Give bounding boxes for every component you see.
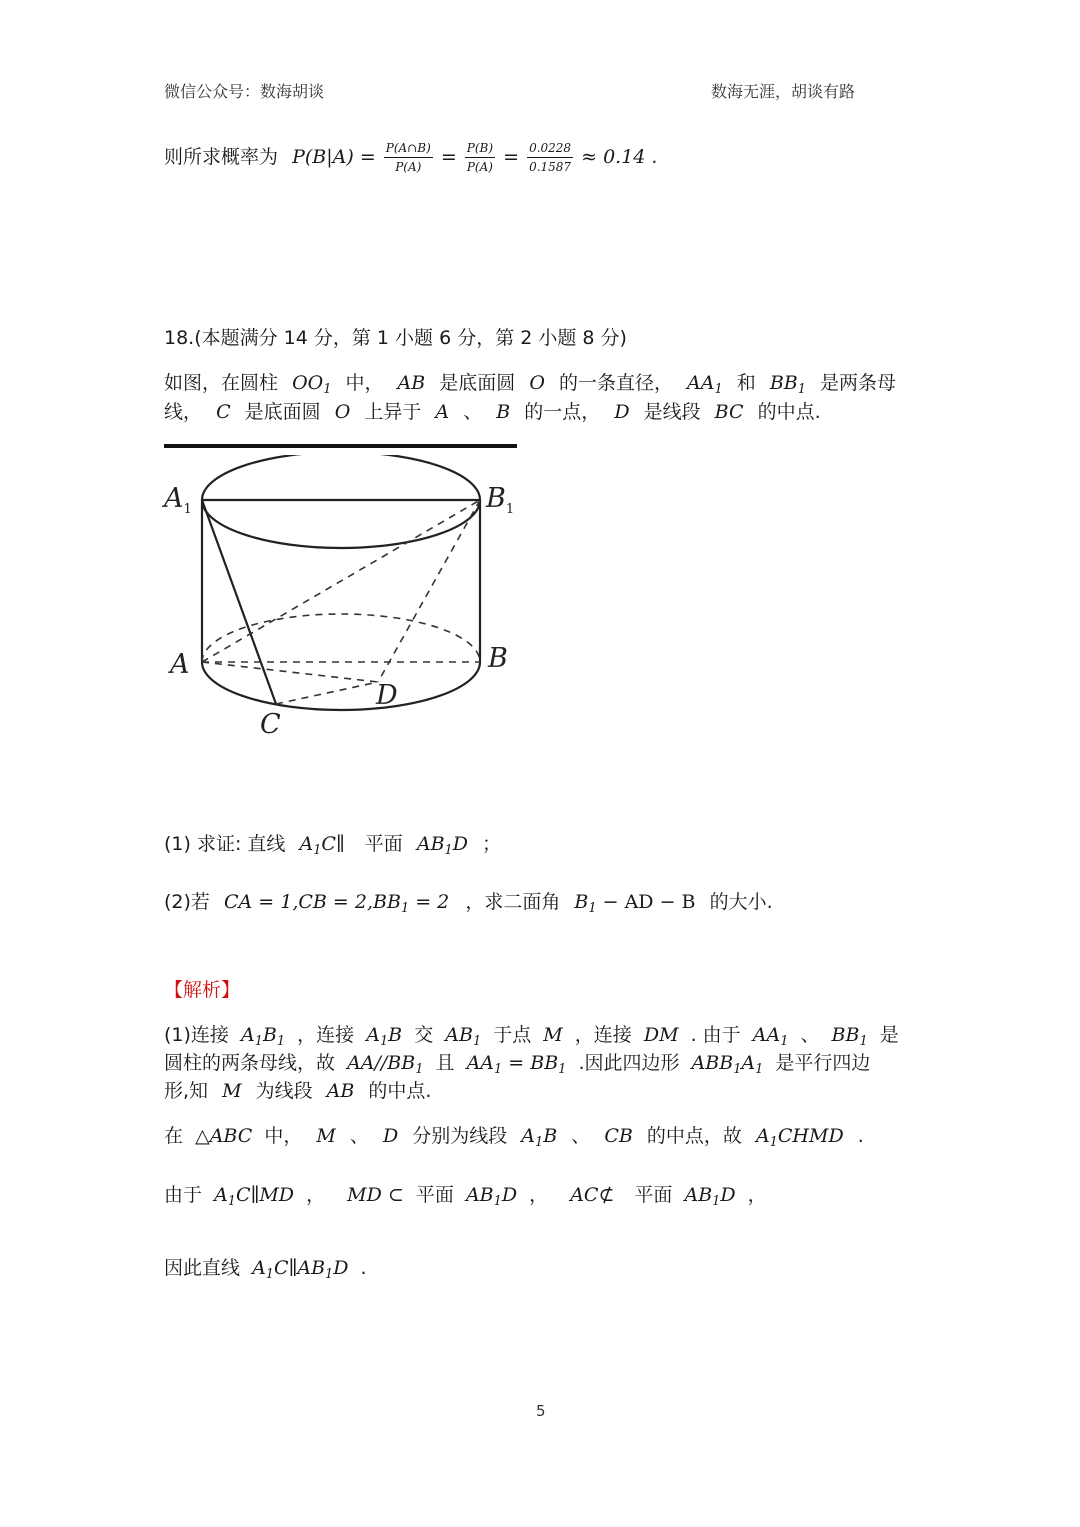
- segment-ad: [202, 662, 378, 682]
- segment-b1d: [378, 500, 480, 682]
- label-a1: $A_1$: [164, 483, 192, 517]
- question-title: 18.(本题满分 14 分，第 1 小题 6 分，第 2 小题 8 分): [164, 327, 627, 349]
- probability-line: 则所求概率为 P(B|A) = $\frac{P(A\cap B)}{P(A)}$ = $\frac{P(B)}{P(A)}$ = $\frac{0.0228}{0.1587}$ ≈ 0.14 .: [164, 141, 658, 174]
- solution-line-3: 形,知 M 为线段 AB 的中点.: [164, 1080, 432, 1102]
- page-number: 5: [536, 1402, 546, 1420]
- label-b: B: [488, 643, 508, 674]
- solution-line-6: 因此直线 $A_1C\parallel AB_1D$ .: [164, 1257, 367, 1282]
- segment-a1c: [202, 500, 276, 704]
- solution-line-2: 圆柱的两条母线，故 $AA//BB_1$ 且 $AA_1 = BB_1$ .因此四边形 $ABB_1A_1$ 是平行四边: [164, 1052, 871, 1077]
- header-right: 数海无涯，胡谈有路: [711, 82, 856, 101]
- cylinder-figure: [160, 455, 530, 745]
- question-text-line-2: 线， C 是底面圆 O 上异于 A 、 B 的一点， D 是线段 BC 的中点.: [164, 401, 821, 423]
- label-b1: $B_1$: [486, 483, 515, 517]
- solution-label: 【解析】: [164, 979, 241, 1001]
- figure-top-rule: [164, 444, 517, 448]
- segment-cd: [276, 682, 378, 704]
- solution-line-1: (1)连接 $A_1B_1$ ，连接 $A_1B$ 交 $AB_1$ 于点 M ，连接 DM . 由于 $AA_1$ 、 $BB_1$ 是: [164, 1024, 899, 1049]
- bottom-front-arc: [202, 662, 480, 710]
- label-a: A: [170, 649, 190, 680]
- solution-line-4: 在 △ABC 中， M 、 D 分别为线段 $A_1B$ 、 CB 的中点，故 $A_1CHMD$ .: [164, 1125, 864, 1150]
- top-ellipse: [202, 455, 480, 548]
- question-text-line-1: 如图，在圆柱 $OO_1$ 中， AB 是底面圆 O 的一条直径， $AA_1$ 和 $BB_1$ 是两条母: [164, 372, 897, 397]
- solution-line-5: 由于 $A_1C\parallel MD$ ， MD ⊂ 平面 $AB_1D$ ， AC⊄ 平面 $AB_1D$ ，: [164, 1184, 767, 1209]
- part-1-question: (1) 求证: 直线 $A_1C\parallel$ 平面 $AB_1D$ ；: [164, 833, 502, 858]
- segment-ab1: [202, 500, 480, 662]
- header-left: 微信公众号：数海胡谈: [164, 82, 325, 101]
- label-c: C: [260, 709, 281, 740]
- label-d: D: [376, 680, 398, 711]
- part-2-question: (2)若 CA = $1,CB = 2,BB_1 = 2$ ，求二面角 $B_1$ − AD − B 的大小.: [164, 891, 773, 916]
- bottom-back-arc: [202, 614, 480, 662]
